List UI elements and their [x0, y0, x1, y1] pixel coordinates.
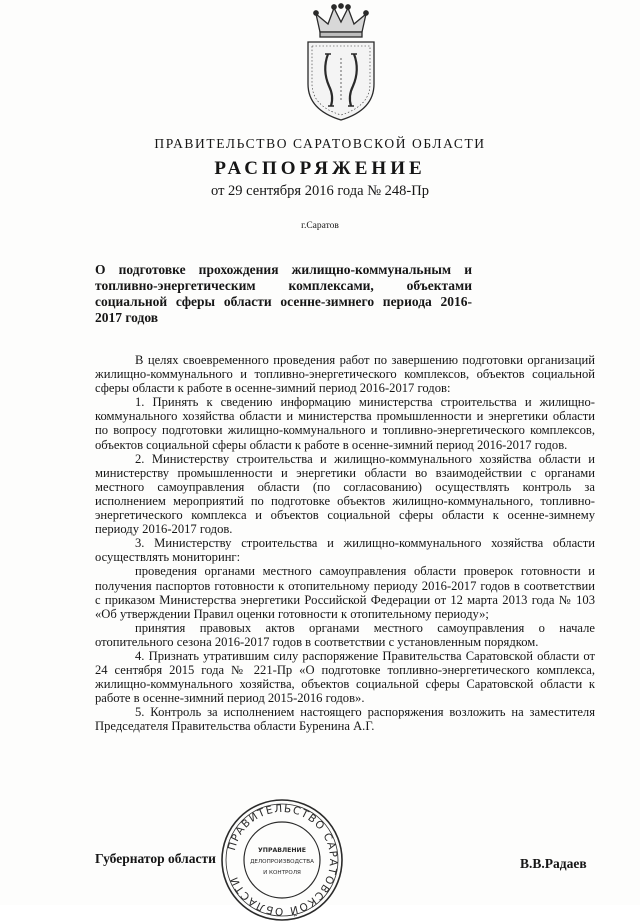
svg-text:И КОНТРОЛЯ: И КОНТРОЛЯ [263, 870, 301, 876]
paragraph-item-5: 5. Контроль за исполнением настоящего распоряжения возложить на заместителя Председателя Правительства области Буренина А.Г. [95, 705, 595, 734]
paragraph-preamble: В целях своевременного проведения работ по завершению подготовки организаций жилищно-коммунального и топливно-энергетического комплексов, объектов социальной сферы области к работе в осенне-зимний период 2016-2017 годов: [95, 353, 595, 396]
paragraph-item-3-sub-2: принятия правовых актов органами местного самоуправления о начале отопительного сезона 2016-2017 годов в соответствии с установленным порядком. [95, 620, 595, 649]
document-date-number: от 29 сентября 2016 года № 248-Пр [211, 183, 429, 199]
document-type: РАСПОРЯЖЕНИЕ [214, 158, 426, 179]
issuing-authority: ПРАВИТЕЛЬСТВО САРАТОВСКОЙ ОБЛАСТИ [154, 136, 486, 151]
svg-text:ДЕЛОПРОИЗВОДСТВА: ДЕЛОПРОИЗВОДСТВА [250, 859, 314, 865]
paragraph-item-3: 3. Министерству строительства и жилищно-коммунального хозяйства области осуществлять мониторинг: [95, 536, 595, 565]
paragraph-item-2: 2. Министерству строительства и жилищно-коммунального хозяйства области и министерству промышленности и энергетики области во взаимодействии с органами местного самоуправления области (по согласованию) осуществлять контроль за исполнением мероприятий по подготовке объектов жилищно-коммунального, топливно-энергетического комплекса и объектов социальной сферы области к осенне-зимнему периоду 2016-2017 годов. [95, 451, 595, 537]
paragraph-item-4: 4. Признать утратившим силу распоряжение Правительства Саратовской области от 24 сентября 2015 года № 221-Пр «О подготовке топливно-энергетического комплекса, жилищно-коммунального хозяйства, объектов социальной сферы Саратовской области к работе в осенне-зимний период 2015-2016 годов». [95, 648, 595, 706]
signature-name: В.В.Радаев [520, 856, 587, 871]
coat-of-arms-emblem [298, 2, 384, 124]
paragraph-item-1: 1. Принять к сведению информацию министерства строительства и жилищно-коммунального хозяйства области и министерства промышленности и энергетики области по вопросу подготовки жилищно-коммунального и топливно-энергетического комплексов, объектов социальной сферы области к работе в осенне-зимний период 2016-2017 годов. [95, 395, 595, 452]
document-city: г.Саратов [301, 221, 339, 231]
svg-text:УПРАВЛЕНИЕ: УПРАВЛЕНИЕ [258, 847, 306, 854]
paragraph-item-3-sub-1: проведения органами местного самоуправления области проверок готовности и получения паспортов готовности к отопительному периоду 2016-2017 годов в соответствии с приказом Министерства энергетики Российской Федерации от 12 марта 2013 года № 103 «Об утверждении Правил оценки готовности к отопительному периоду»; [95, 564, 595, 621]
svg-text:ПРАВИТЕЛЬСТВО САРАТОВСКОЙ ОБЛА: ПРАВИТЕЛЬСТВО САРАТОВСКОЙ ОБЛАСТИ [225, 802, 340, 918]
document-body [95, 353, 595, 734]
document-title: О подготовке прохождения жилищно-коммунальным и топливно-энергетическим комплексами, объектами социальной сферы области осенне-зимнего периода 2016-2017 годов [95, 262, 472, 325]
signature-position: Губернатор области [95, 851, 216, 866]
